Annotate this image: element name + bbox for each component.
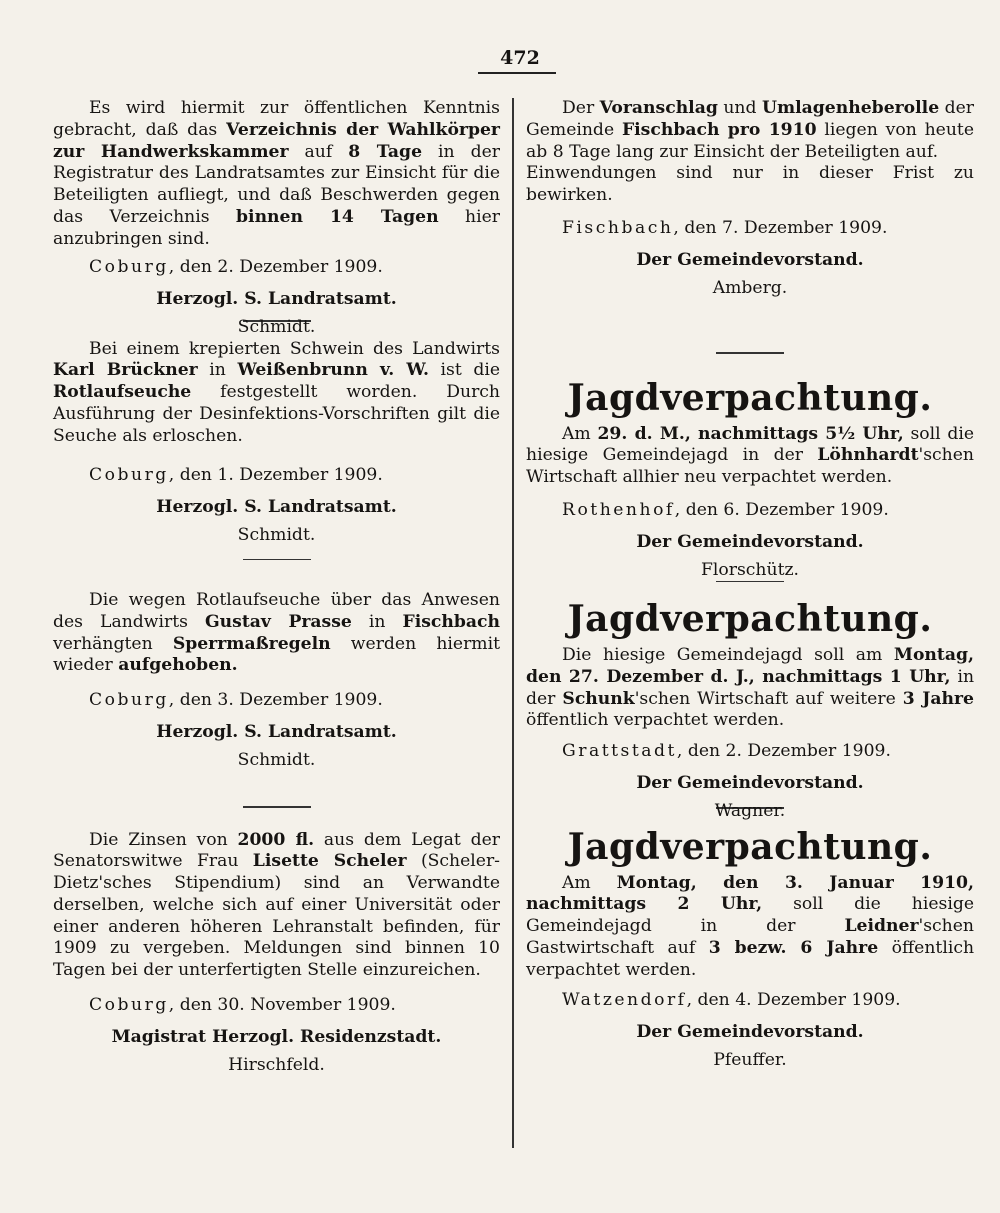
notice-place-date bbox=[53, 994, 500, 1016]
notice-body bbox=[526, 873, 974, 982]
emphasized-text: Karl Brückner bbox=[53, 360, 198, 381]
emphasized-text: Weißenbrunn v. W. bbox=[237, 360, 429, 381]
body-text: Die wegen Rotlaufseuche über das Anwesen des Landwirts bbox=[53, 590, 500, 632]
body-text: 'schen Wirtschaft allhier neu verpachtet werden. bbox=[526, 445, 974, 488]
emphasized-text: Fischbach pro 1910 bbox=[621, 119, 817, 140]
page-number-rule bbox=[478, 72, 556, 74]
notice-separator bbox=[716, 352, 784, 354]
emphasized-text: Schunk bbox=[562, 688, 635, 709]
notice-authority: Herzogl. S. Landratsamt. bbox=[156, 288, 397, 309]
notice-place-date bbox=[526, 989, 974, 1011]
page-number: 472 bbox=[500, 47, 540, 69]
left-column bbox=[53, 98, 500, 1076]
notice-signer: Schmidt. bbox=[237, 525, 316, 546]
notice-jagd-rothenhof bbox=[526, 376, 974, 580]
notice-voranschlag bbox=[526, 98, 974, 330]
notice-date: , den 4. Dezember 1909. bbox=[686, 990, 901, 1011]
notice-body bbox=[53, 339, 500, 448]
body-text: in bbox=[351, 611, 403, 632]
notice-authority: Herzogl. S. Landratsamt. bbox=[156, 722, 397, 743]
notice-signer: Florschütz. bbox=[701, 559, 799, 580]
body-text: Am bbox=[562, 423, 598, 444]
notice-date: , den 1. Dezember 1909. bbox=[168, 465, 383, 486]
emphasized-text: 3 bezw. 6 Jahre bbox=[708, 937, 879, 958]
body-text: Es wird hiermit zur öffentlichen Kenntnis gebracht, daß das bbox=[53, 98, 500, 140]
notice-body bbox=[53, 590, 500, 677]
notice-body bbox=[526, 424, 974, 489]
right-column bbox=[526, 98, 974, 1071]
emphasized-text: Montag, den 3. Januar 1910, nachmittags 2 Uhr, bbox=[526, 872, 974, 915]
notice-place-date bbox=[526, 217, 974, 239]
emphasized-text: Umlagenheberolle bbox=[761, 98, 940, 118]
notice-jagd-watzendorf bbox=[526, 825, 974, 1072]
notice-place-date bbox=[526, 740, 974, 762]
notice-authority: Herzogl. S. Landratsamt. bbox=[156, 497, 397, 518]
notice-date: , den 2. Dezember 1909. bbox=[676, 741, 891, 762]
place-name: Coburg bbox=[89, 256, 169, 277]
emphasized-text: 8 Tage bbox=[348, 141, 422, 162]
notice-heading: Jagdverpachtung. bbox=[567, 825, 933, 868]
notice-body bbox=[53, 830, 500, 983]
place-name: Fischbach bbox=[562, 217, 674, 238]
body-text: verhängten bbox=[53, 633, 173, 654]
emphasized-text: Lisette Scheler bbox=[252, 851, 407, 872]
notice-stipendium bbox=[53, 830, 500, 1077]
emphasized-text: Sperrmaßregeln bbox=[172, 633, 331, 654]
notice-place-date bbox=[53, 689, 500, 711]
notice-jagd-grattstadt bbox=[526, 597, 975, 822]
body-text: und bbox=[717, 98, 762, 118]
body-text: in der Registratur des Landratsamtes zur Einsicht für die Beteiligten aufliegt, und daß Beschwerden gegen das Verzeichnis bbox=[53, 141, 500, 227]
body-text: Die hiesige Gemeindejagd soll am bbox=[562, 645, 894, 665]
notice-authority: Magistrat Herzogl. Residenzstadt. bbox=[111, 1027, 442, 1048]
body-text: liegen von heute ab 8 Tage lang zur Einsicht der Beteiligten auf. bbox=[526, 119, 974, 162]
notice-signer: Amberg. bbox=[712, 277, 788, 298]
notice-sperrmassregeln bbox=[53, 590, 500, 790]
notice-date: , den 2. Dezember 1909. bbox=[168, 256, 383, 277]
notice-date: , den 7. Dezember 1909. bbox=[673, 217, 888, 238]
notice-signer: Hirschfeld. bbox=[228, 1055, 325, 1076]
notice-place-date bbox=[53, 256, 500, 278]
place-name: Coburg bbox=[89, 690, 169, 711]
emphasized-text: Löhnhardt bbox=[817, 445, 919, 466]
notice-body bbox=[526, 645, 974, 732]
emphasized-text: Verzeichnis der Wahlkörper zur Handwerkskammer bbox=[53, 119, 500, 162]
emphasized-text: Montag, den 27. Dezember d. J., nachmittags 1 Uhr, bbox=[526, 645, 974, 687]
emphasized-text: Rotlaufseuche bbox=[53, 382, 192, 403]
notice-separator bbox=[243, 559, 311, 561]
notice-wahlkoerper bbox=[53, 98, 501, 337]
place-name: Watzendorf bbox=[562, 990, 687, 1011]
body-text: in bbox=[197, 360, 238, 381]
notice-place-date bbox=[53, 464, 500, 486]
notice-signer: Schmidt. bbox=[237, 316, 316, 337]
body-text: öffentlich verpachtet werden. bbox=[526, 710, 785, 731]
emphasized-text: Voranschlag bbox=[599, 98, 718, 118]
notice-signer: Pfeuffer. bbox=[713, 1050, 787, 1071]
body-text: Bei einem krepierten Schwein des Landwirts bbox=[89, 338, 500, 359]
place-name: Coburg bbox=[89, 465, 169, 486]
column-divider bbox=[512, 98, 514, 1148]
notice-signer: Wagner. bbox=[714, 801, 786, 822]
body-text: öffentlich verpachtet werden. bbox=[526, 937, 975, 980]
notice-heading: Jagdverpachtung. bbox=[567, 376, 933, 419]
emphasized-text: Fischbach bbox=[402, 611, 501, 632]
place-name: Grattstadt bbox=[562, 741, 677, 762]
notice-date: , den 6. Dezember 1909. bbox=[674, 499, 889, 520]
notice-body bbox=[53, 98, 500, 251]
body-text: Die Zinsen von bbox=[89, 829, 238, 850]
place-name: Coburg bbox=[89, 995, 169, 1016]
notice-rotlaufseuche bbox=[53, 339, 500, 556]
body-text: ist die bbox=[428, 360, 501, 381]
body-text: auf bbox=[288, 141, 349, 162]
notice-authority: Der Gemeindevorstand. bbox=[636, 773, 864, 794]
emphasized-text: binnen 14 Tagen bbox=[236, 206, 439, 227]
notice-heading: Jagdverpachtung. bbox=[567, 598, 933, 640]
notice-authority: Der Gemeindevorstand. bbox=[636, 531, 864, 552]
body-text: 'schen Gastwirtschaft auf bbox=[526, 916, 974, 958]
body-text: soll die hiesige Gemeindejagd in der bbox=[526, 423, 974, 466]
body-text: Einwendungen sind nur in dieser Frist zu bewirken. bbox=[526, 163, 974, 206]
place-name: Rothenhof bbox=[562, 499, 675, 520]
notice-place-date bbox=[526, 499, 974, 521]
body-text: festgestellt worden. Durch Ausführung der Desinfektions-Vorschriften gilt die Seuche als erloschen. bbox=[53, 382, 500, 446]
emphasized-text: 2000 fl. bbox=[237, 829, 315, 850]
emphasized-text: Leidner bbox=[844, 916, 919, 937]
emphasized-text: Gustav Prasse bbox=[204, 611, 352, 632]
body-text: (Scheler-Dietz'sches Stipendium) sind an Verwandte derselben, welche sich auf einer Universität oder einer anderen höheren Lehranstalt befinden, für 1909 zu vergeben. Meldungen sind binnen 10 Tagen bei der unterfertigten Stelle einzureichen. bbox=[53, 851, 500, 981]
body-text: werden hiermit wieder bbox=[53, 633, 500, 676]
notice-body bbox=[526, 98, 974, 163]
notice-date: , den 3. Dezember 1909. bbox=[168, 690, 383, 711]
emphasized-text: 29. d. M., nachmittags 5½ Uhr, bbox=[597, 423, 904, 444]
emphasized-text: aufgehoben. bbox=[118, 655, 238, 676]
notice-signer: Schmidt. bbox=[237, 750, 316, 771]
body-text: 'schen Wirtschaft auf weitere bbox=[634, 688, 903, 709]
notice-separator bbox=[243, 806, 311, 808]
notice-date: , den 30. November 1909. bbox=[168, 995, 396, 1016]
notice-body-second bbox=[526, 163, 974, 207]
body-text: hier anzubringen sind. bbox=[53, 206, 501, 249]
body-text: Der bbox=[562, 98, 600, 118]
notice-authority: Der Gemeindevorstand. bbox=[636, 249, 864, 270]
body-text: in der bbox=[526, 666, 975, 709]
body-text: aus dem Legat der Senatorswitwe Frau bbox=[53, 829, 500, 872]
emphasized-text: 3 Jahre bbox=[902, 688, 974, 709]
body-text: soll die hiesige Gemeindejagd in der bbox=[526, 894, 975, 937]
body-text: Am bbox=[562, 872, 617, 893]
body-text: der Gemeinde bbox=[526, 98, 974, 140]
notice-authority: Der Gemeindevorstand. bbox=[636, 1022, 864, 1043]
